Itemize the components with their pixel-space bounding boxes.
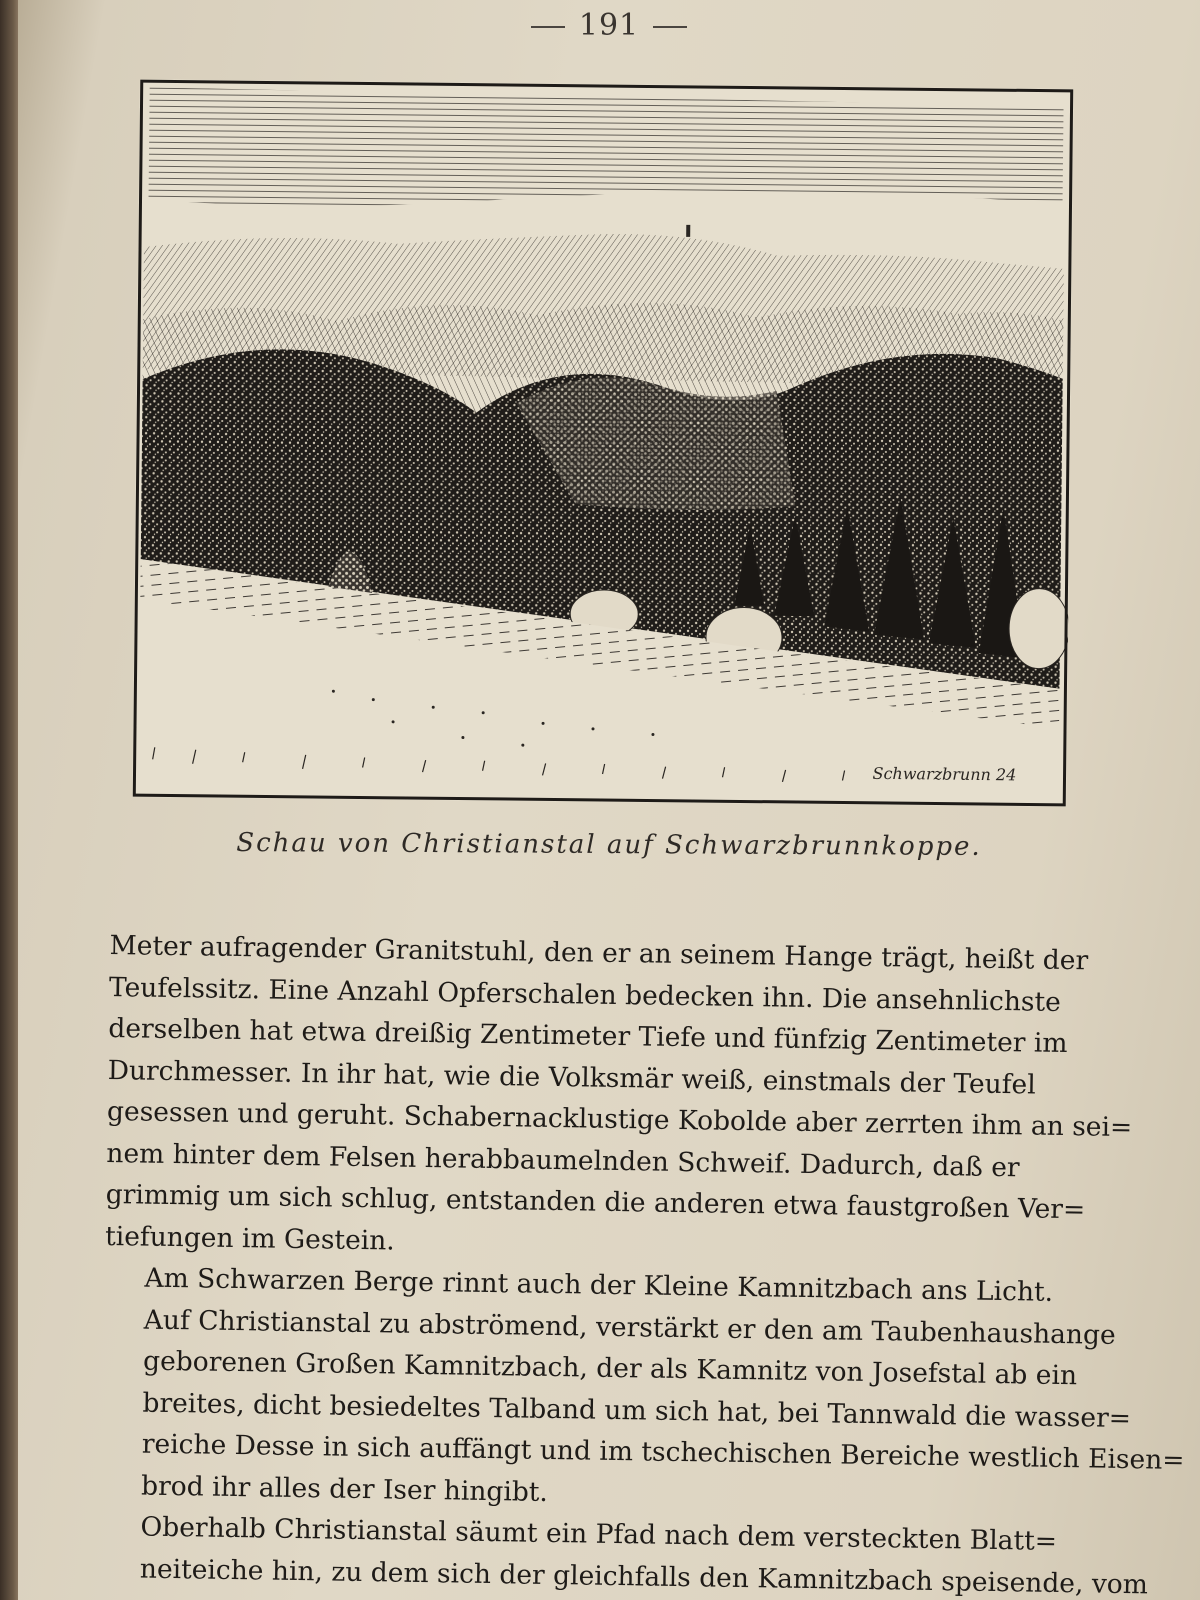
text-line: grimmig um sich schlug, entstanden die anderen etwa faustgroßen Ver=	[105, 1178, 1086, 1226]
text-line: derselben hat etwa dreißig Zentimeter Tiefe und fünfzig Zentimeter im	[108, 1012, 1068, 1060]
book-page	[18, 0, 1200, 1600]
paragraph-3	[100, 1506, 1149, 1600]
text-line: Auf Christianstal zu abströmend, verstärkt er den am Taubenhaushange	[143, 1304, 1116, 1351]
text-line: tiefungen im Gestein.	[104, 1220, 395, 1257]
body-text	[100, 925, 1185, 1600]
text-line: geborenen Großen Kamnitzbach, der als Kamnitz von Josefstal ab ein	[142, 1345, 1078, 1392]
text-line: gesessen und geruht. Schabernacklustige Kobolde aber zerrten ihm an sei=	[106, 1095, 1133, 1144]
text-line: Oberhalb Christianstal säumt ein Pfad nach dem versteckten Blatt=	[140, 1511, 1058, 1557]
page-number-dash-left	[531, 26, 565, 28]
text-line: Durchmesser. In ihr hat, wie die Volksmär weiß, einstmals der Teufel	[107, 1054, 1036, 1101]
text-line: reiche Desse in sich auffängt und im tschechischen Bereiche westlich Eisen=	[141, 1428, 1185, 1476]
text-line: breites, dicht besiedeltes Talband um sich hat, bei Tannwald die wasser=	[142, 1387, 1132, 1434]
illustration-caption: Schau von Christianstal auf Schwarzbrunnkoppe.	[236, 828, 982, 862]
text-line: nem hinter dem Felsen herabbaumelnden Schweif. Dadurch, daß er	[106, 1137, 1020, 1183]
paragraph-1	[104, 925, 1133, 1273]
page-number-dash-right	[653, 26, 687, 28]
landscape-illustration	[132, 79, 1073, 807]
text-line: Teufelssitz. Eine Anzahl Opferschalen bedecken ihn. Die ansehnlichste	[108, 971, 1062, 1018]
bush-3	[1009, 588, 1070, 669]
landscape-engraving-svg	[132, 79, 1073, 807]
paragraph-2	[101, 1257, 1185, 1522]
page-number	[18, 8, 1200, 43]
tower-on-ridge	[686, 225, 690, 237]
text-line: brod ihr alles der Iser hingibt.	[140, 1470, 549, 1508]
artist-signature: Schwarzbrunn 24	[872, 763, 1017, 785]
text-line: Meter aufragender Granitstuhl, den er an seinem Hange trägt, heißt der	[109, 929, 1089, 977]
text-line: neiteiche hin, zu dem sich der gleichfalls den Kamnitzbach speisende, vom	[139, 1553, 1149, 1600]
text-line: Am Schwarzen Berge rinnt auch der Kleine Kamnitzbach ans Licht.	[144, 1262, 1054, 1308]
page-number-value: 191	[578, 8, 640, 43]
